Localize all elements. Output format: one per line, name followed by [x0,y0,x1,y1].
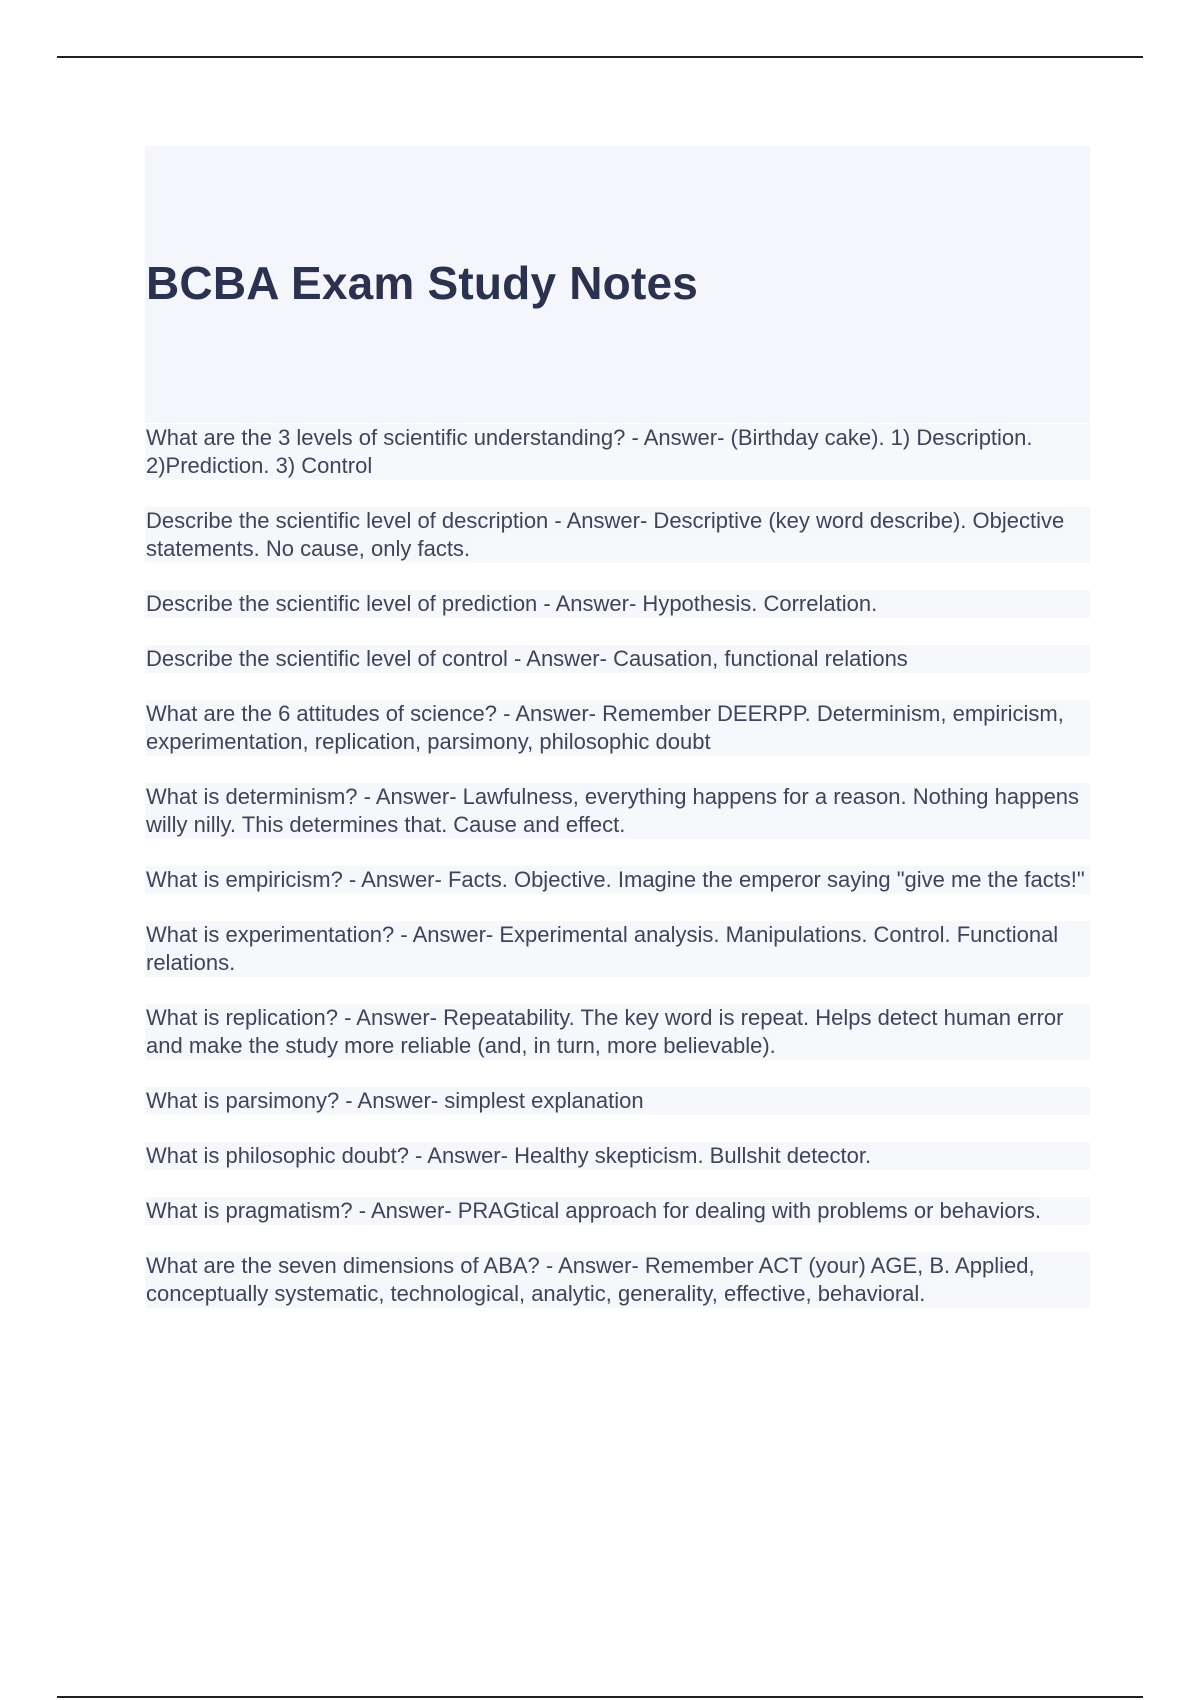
top-rule [57,56,1143,58]
qa-item [145,1142,1090,1170]
qa-list [145,424,1090,1335]
qa-text: What is experimentation? - Answer- Experimental analysis. Manipulations. Control. Functional relations. [146,922,1059,975]
qa-text: What is parsimony? - Answer- simplest explanation [146,1088,644,1113]
qa-text: What is philosophic doubt? - Answer- Healthy skepticism. Bullshit detector. [146,1143,872,1168]
qa-text: What is determinism? - Answer- Lawfulness, everything happens for a reason. Nothing happens willy nilly. This determines that. Cause and effect. [146,784,1080,837]
qa-text: Describe the scientific level of prediction - Answer- Hypothesis. Correlation. [146,591,878,616]
qa-item [145,1252,1090,1308]
qa-text: What is empiricism? - Answer- Facts. Objective. Imagine the emperor saying "give me the facts!" [146,867,1085,892]
qa-item [145,1004,1090,1060]
bottom-rule [57,1696,1143,1698]
qa-text: What is pragmatism? - Answer- PRAGtical approach for dealing with problems or behaviors. [146,1198,1042,1223]
qa-item [145,645,1090,673]
qa-item [145,783,1090,839]
qa-text: What are the 3 levels of scientific understanding? - Answer- (Birthday cake). 1) Description. 2)Prediction. 3) Control [146,425,1033,478]
qa-item [145,507,1090,563]
qa-text: Describe the scientific level of description - Answer- Descriptive (key word describe). Objective statements. No cause, only facts. [146,508,1065,561]
qa-text: What is replication? - Answer- Repeatability. The key word is repeat. Helps detect human error and make the study more reliable (and, in turn, more believable). [146,1005,1064,1058]
document-title: BCBA Exam Study Notes [146,257,699,309]
qa-item [145,921,1090,977]
qa-text: What are the seven dimensions of ABA? - Answer- Remember ACT (your) AGE, B. Applied, conceptually systematic, technological, analytic, generality, effective, behavioral. [146,1253,1035,1306]
qa-item [145,700,1090,756]
qa-item [145,590,1090,618]
qa-text: Describe the scientific level of control - Answer- Causation, functional relations [146,646,908,671]
qa-item [145,866,1090,894]
qa-item [145,1087,1090,1115]
qa-text: What are the 6 attitudes of science? - Answer- Remember DEERPP. Determinism, empiricism, experimentation, replication, parsimony, philosophic doubt [146,701,1064,754]
qa-item [145,1197,1090,1225]
qa-item [145,424,1090,480]
